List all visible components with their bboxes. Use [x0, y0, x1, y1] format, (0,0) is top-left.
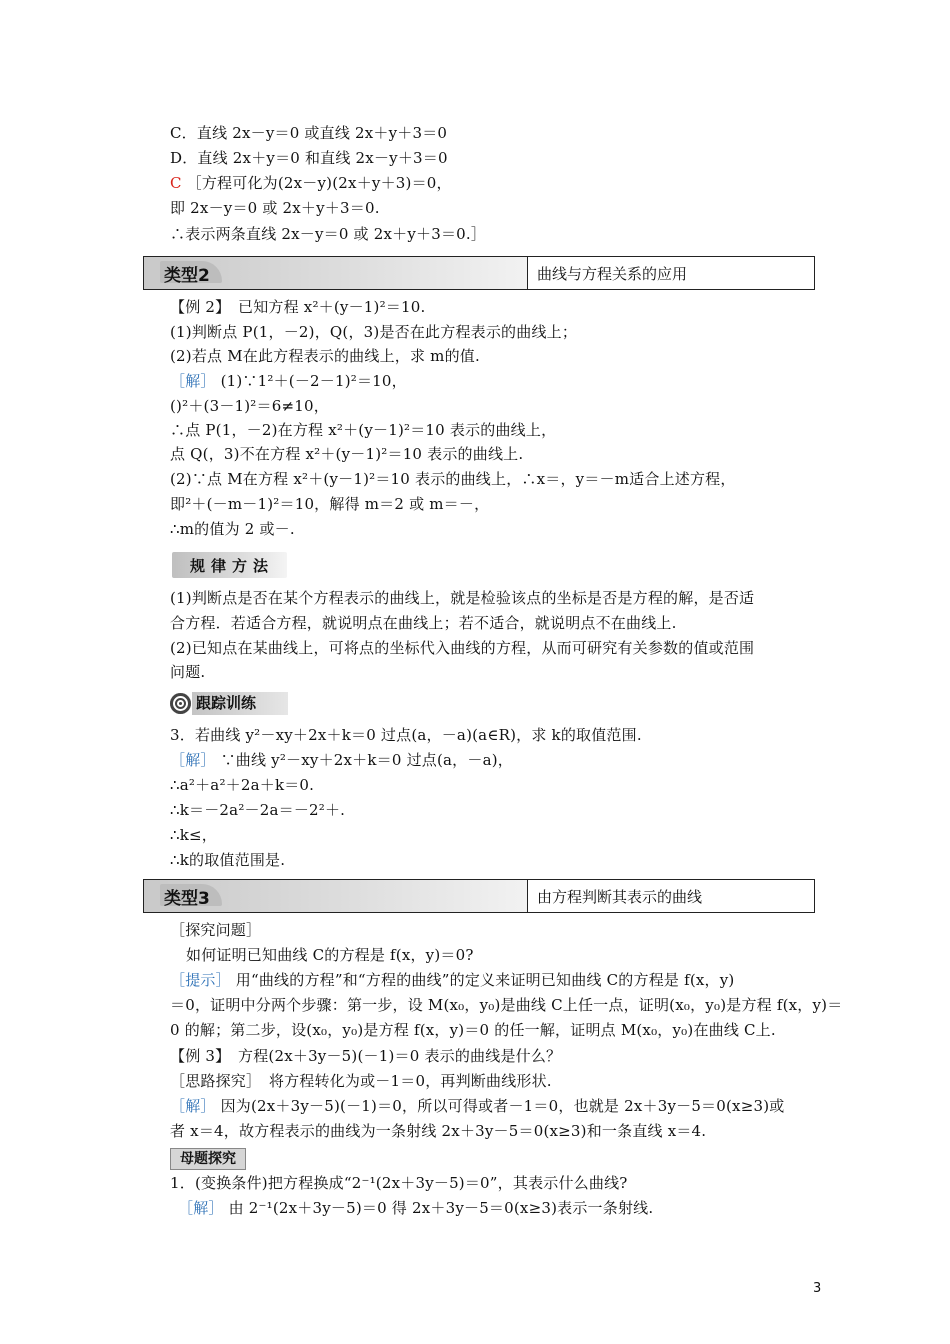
track-sol-3: ∴k＝－2a²－2a＝－2²＋.: [170, 801, 346, 819]
explore-hint-3: 0 的解；第二步，设(x₀，y₀)是方程 f(x，y)＝0 的任一解，证明点 M(x₀，y₀)在曲线 C上.: [170, 1021, 776, 1039]
type2-header: [143, 256, 815, 290]
tracking-badge: [170, 692, 290, 716]
ex2-sol-3: ∴点 P(1，－2)在方程 x²＋(y－1)²＝10 表示的曲线上，: [170, 421, 557, 439]
track-sol-4: ∴k≤，: [170, 826, 218, 844]
type2-badge: [144, 257, 528, 289]
ex3-sol-tag: ［解］: [170, 1097, 216, 1115]
track-sol-tag: ［解］: [170, 751, 216, 769]
target-icon: [170, 693, 191, 714]
ex3-idea: ［思路探究］ 将方程转化为或－1＝0，再判断曲线形状.: [170, 1072, 552, 1090]
ex2-sol-tag: ［解］: [170, 372, 216, 390]
mother-sol-tag: ［解］: [178, 1199, 224, 1217]
answer-line-3: ∴表示两条直线 2x－y＝0 或 2x＋y＋3＝0.］: [170, 225, 487, 243]
rule-method-label: 规律方法: [190, 557, 275, 575]
ex2-head: 【例 2】 已知方程 x²＋(y－1)²＝10.: [170, 298, 426, 316]
type3-title: 由方程判断其表示的曲线: [537, 888, 703, 906]
type2-title: 曲线与方程关系的应用: [537, 265, 688, 283]
header-divider: [527, 257, 528, 289]
track-sol-5: ∴k的取值范围是.: [170, 851, 286, 869]
tracking-label: 跟踪训练: [192, 692, 288, 715]
rule-p1b: 合方程．若适合方程，就说明点在曲线上；若不适合，就说明点不在曲线上.: [170, 614, 677, 632]
answer-line-2: 即 2x－y＝0 或 2x＋y＋3＝0.: [170, 199, 380, 217]
mother-question: 1．(变换条件)把方程换成“2⁻¹(2x＋3y－5)＝0”，其表示什么曲线?: [170, 1174, 628, 1192]
header-divider: [527, 880, 528, 912]
ex2-sol-1: [170, 371, 407, 391]
mother-question-badge: 母题探究: [170, 1148, 246, 1170]
ex2-sol-2: ()²＋(3－1)²＝6≠10，: [170, 397, 329, 415]
page-number: 3: [813, 1281, 822, 1296]
answer-line: [170, 173, 452, 193]
ex2-sol-4: 点 Q(，3)不在方程 x²＋(y－1)²＝10 表示的曲线上.: [170, 445, 524, 463]
rule-p2a: (2)已知点在某曲线上，可将点的坐标代入曲线的方程，从而可研究有关参数的值或范围: [170, 639, 755, 657]
track-sol-1-text: ∵曲线 y²－xy＋2x＋k＝0 过点(a，－a)，: [220, 751, 513, 769]
rule-method-badge: [172, 552, 287, 578]
ex2-sol-5: (2)∵点 M在方程 x²＋(y－1)²＝10 表示的曲线上，∴x＝，y＝－m适合上述方程，: [170, 470, 736, 488]
ex2-q1: (1)判断点 P(1，－2)，Q(，3)是否在此方程表示的曲线上；: [170, 323, 578, 341]
rule-p1a: (1)判断点是否在某个方程表示的曲线上，就是检验该点的坐标是否是方程的解，是否适: [170, 589, 755, 607]
type3-badge: [144, 880, 528, 912]
type3-badge-label: 类型3: [164, 889, 210, 909]
answer-letter: C: [170, 174, 182, 192]
explore-hint-1: [170, 970, 734, 990]
track-sol-1: [170, 750, 513, 770]
type3-header: [143, 879, 815, 913]
ex2-q2: (2)若点 M在此方程表示的曲线上，求 m的值.: [170, 347, 480, 365]
explore-head: ［探究问题］: [170, 921, 262, 939]
mother-sol: [178, 1198, 653, 1218]
type2-badge-label: 类型2: [164, 266, 210, 286]
ex3-head: 【例 3】 方程(2x＋3y－5)(－1)＝0 表示的曲线是什么？: [170, 1047, 562, 1065]
hint-1-text: 用“曲线的方程”和“方程的曲线”的定义来证明已知曲线 C的方程是 f(x，y): [235, 971, 735, 989]
option-d: D．直线 2x＋y＝0 和直线 2x－y＋3＝0: [170, 149, 448, 167]
ex2-sol-6: 即²＋(－m－1)²＝10，解得 m＝2 或 m＝－，: [170, 495, 490, 513]
option-c: C．直线 2x－y＝0 或直线 2x＋y＋3＝0: [170, 124, 448, 142]
mother-sol-text: 由 2⁻¹(2x＋3y－5)＝0 得 2x＋3y－5＝0(x≥3)表示一条射线.: [228, 1199, 654, 1217]
answer-text: ［方程可化为(2x－y)(2x＋y＋3)＝0，: [186, 174, 452, 192]
ex3-sol-1-text: 因为(2x＋3y－5)(－1)＝0，所以可得或者－1＝0，也就是 2x＋3y－5＝0(x≥3)或: [220, 1097, 785, 1115]
track-question: 3．若曲线 y²－xy＋2x＋k＝0 过点(a，－a)(a∈R)，求 k的取值范围.: [170, 726, 642, 744]
ex3-sol-2: 者 x＝4，故方程表示的曲线为一条射线 2x＋3y－5＝0(x≥3)和一条直线 x＝4.: [170, 1122, 707, 1140]
explore-question: 如何证明已知曲线 C的方程是 f(x，y)＝0?: [186, 946, 474, 964]
rule-p2b: 问题.: [170, 663, 206, 681]
track-sol-2: ∴a²＋a²＋2a＋k＝0.: [170, 776, 315, 794]
hint-tag: ［提示］: [170, 971, 231, 989]
explore-hint-2: ＝0，证明中分两个步骤：第一步，设 M(x₀，y₀)是曲线 C上任一点，证明(x₀，y₀)是方程 f(x，y)＝: [170, 996, 843, 1014]
ex3-sol-1: [170, 1096, 784, 1116]
ex2-sol-7: ∴m的值为 2 或－.: [170, 520, 295, 538]
ex2-sol-1-text: (1)∵1²＋(－2－1)²＝10，: [220, 372, 407, 390]
